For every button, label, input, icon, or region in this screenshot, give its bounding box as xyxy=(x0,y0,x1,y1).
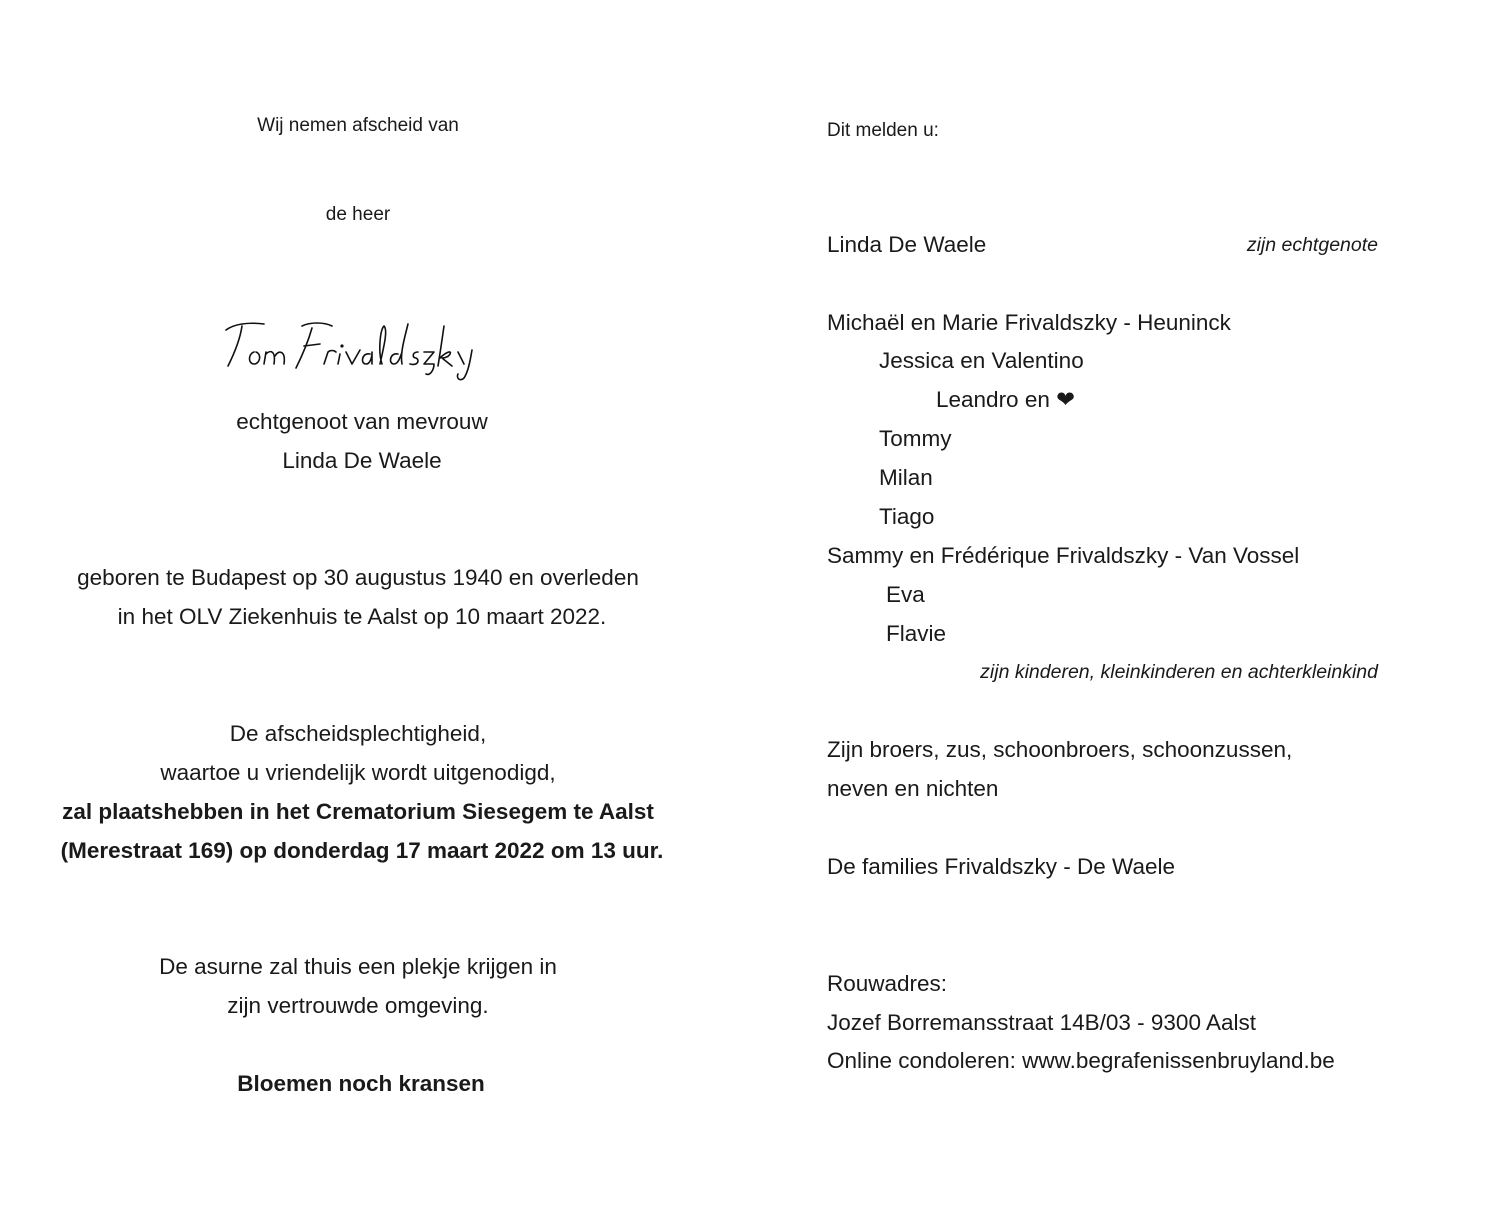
grandchild-tommy: Tommy xyxy=(879,426,952,451)
spouse-line-2: Linda De Waele xyxy=(282,448,442,473)
grandchild-jessica: Jessica en Valentino xyxy=(879,348,1084,373)
born-line-2: in het OLV Ziekenhuis te Aalst op 10 maart 2022. xyxy=(117,604,607,629)
great-grandchild-leandro xyxy=(936,389,1075,412)
heart-icon: ❤ xyxy=(1056,387,1075,412)
child-michael: Michaël en Marie Frivaldszky - Heuninck xyxy=(827,310,1231,335)
online-condolence: Online condoleren: www.begrafenissenbruyland.be xyxy=(827,1048,1335,1073)
spouse-name: Linda De Waele xyxy=(827,232,987,257)
announcement-header: Dit melden u: xyxy=(827,120,939,141)
intro-text: Wij nemen afscheid van xyxy=(257,115,459,136)
born-line-1: geboren te Budapest op 30 augustus 1940 en overleden xyxy=(77,565,639,590)
ceremony-line-1: De afscheidsplechtigheid, xyxy=(229,721,487,746)
siblings-line-1: Zijn broers, zus, schoonbroers, schoonzussen, xyxy=(827,737,1293,762)
great-grandchild-label: Leandro en xyxy=(936,387,1050,412)
siblings-line-2: neven en nichten xyxy=(827,776,999,801)
title-text: de heer xyxy=(325,204,391,225)
children-role: zijn kinderen, kleinkinderen en achterkleinkind xyxy=(980,661,1378,683)
urn-line-1: De asurne zal thuis een plekje krijgen in xyxy=(159,954,557,979)
grandchild-milan: Milan xyxy=(879,465,933,490)
grandchild-flavie: Flavie xyxy=(886,621,947,646)
child-sammy: Sammy en Frédérique Frivaldszky - Van Vossel xyxy=(827,543,1300,568)
spouse-role: zijn echtgenote xyxy=(1246,234,1378,256)
urn-line-2: zijn vertrouwde omgeving. xyxy=(227,993,489,1018)
address-line: Jozef Borremansstraat 14B/03 - 9300 Aalst xyxy=(827,1010,1256,1035)
families-line: De families Frivaldszky - De Waele xyxy=(827,854,1175,879)
address-label: Rouwadres: xyxy=(827,971,948,996)
spouse-line-1: echtgenoot van mevrouw xyxy=(236,409,488,434)
signature-image xyxy=(220,312,500,384)
ceremony-line-2: waartoe u vriendelijk wordt uitgenodigd, xyxy=(160,760,556,785)
grandchild-eva: Eva xyxy=(886,582,925,607)
ceremony-line-4: (Merestraat 169) op donderdag 17 maart 2022 om 13 uur. xyxy=(60,838,664,863)
ceremony-line-3: zal plaatshebben in het Crematorium Siesegem te Aalst xyxy=(62,799,654,824)
grandchild-tiago: Tiago xyxy=(879,504,935,529)
flowers-note: Bloemen noch kransen xyxy=(237,1071,485,1096)
